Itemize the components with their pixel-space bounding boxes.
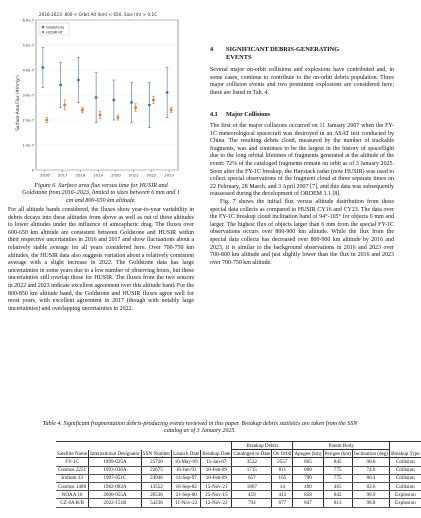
table-cell: 865 bbox=[293, 458, 323, 466]
y-tick-label: 4.0e-7 bbox=[22, 68, 34, 73]
table-header-cell: Inclination (deg) bbox=[353, 450, 389, 457]
table-cell: 794 bbox=[232, 499, 272, 507]
data-point bbox=[77, 79, 80, 82]
table-header-cell: On Orbit bbox=[273, 450, 292, 457]
subsection-number: 4.1 bbox=[210, 111, 218, 118]
table-cell: 24946 bbox=[141, 474, 171, 482]
right-column-body bbox=[210, 123, 394, 267]
table-cell: 2000-055A bbox=[89, 491, 142, 499]
flux-chart bbox=[12, 8, 184, 178]
table-cell: 15-Nov-21 bbox=[201, 482, 232, 490]
data-point bbox=[41, 66, 44, 69]
legend-label: HUSIR Fit bbox=[46, 30, 63, 35]
x-tick-label: 2021 bbox=[128, 172, 139, 178]
x-tick-label: 2018 bbox=[75, 172, 86, 178]
table-cell: 10-May-99 bbox=[172, 458, 201, 466]
table-cell: 775 bbox=[323, 474, 352, 482]
table-cell: FY-1C bbox=[56, 458, 89, 466]
table-cell: 2022-151B bbox=[89, 499, 142, 507]
data-point bbox=[99, 114, 102, 117]
table-cell: 25730 bbox=[141, 458, 171, 466]
legend-marker bbox=[42, 26, 45, 29]
y-tick-label: 3.0e-7 bbox=[22, 93, 34, 98]
data-point bbox=[59, 84, 62, 87]
data-point bbox=[148, 104, 151, 107]
table-cell: 677 bbox=[272, 499, 293, 507]
table-cell: 16-Jun-93 bbox=[172, 466, 201, 474]
data-point bbox=[45, 119, 48, 122]
table-row bbox=[56, 482, 421, 490]
table-header-cell: Apogee (km) bbox=[294, 450, 322, 457]
table-header-cell: Cataloged to Date bbox=[233, 450, 271, 457]
flux-chart-svg bbox=[12, 8, 184, 178]
data-point bbox=[152, 99, 155, 102]
table-cell: Collision bbox=[390, 482, 421, 490]
table-header-cell: Perigee (km) bbox=[324, 450, 351, 457]
table-cell: 465 bbox=[323, 482, 352, 490]
subsection-title: Major Collisions bbox=[226, 111, 271, 118]
y-tick-label: 6.0e-7 bbox=[22, 18, 34, 23]
table-group-spacer bbox=[56, 442, 232, 450]
legend-label: Goldstone bbox=[46, 25, 65, 30]
x-tick-label: 2017 bbox=[57, 172, 68, 178]
table-cell: 16-Sep-82 bbox=[172, 482, 201, 490]
table-cell: 1982-092A bbox=[89, 482, 142, 490]
section-title-line-2: EVENTS bbox=[226, 54, 252, 61]
table-header-cell: Launch Date bbox=[173, 450, 200, 457]
table-cell: Collision bbox=[390, 474, 421, 482]
legend-marker bbox=[42, 31, 45, 34]
table-cell: 842 bbox=[323, 491, 352, 499]
table-row bbox=[56, 499, 421, 507]
y-tick-label: 1.0e-7 bbox=[22, 143, 34, 148]
table-cell: 13552 bbox=[141, 482, 171, 490]
data-point bbox=[166, 91, 169, 94]
data-point bbox=[130, 101, 133, 104]
table-cell: 26536 bbox=[141, 491, 171, 499]
table-header-cell: Breakup Type bbox=[391, 450, 420, 457]
table-header-cell: SSN Number bbox=[142, 450, 171, 457]
table-cell: 14-Sep-97 bbox=[172, 474, 201, 482]
table-cell: 1715 bbox=[232, 466, 272, 474]
table-cell: 10-Feb-09 bbox=[201, 474, 232, 482]
left-paragraph: For all altitude bands considered, the fluxes show year-to-year variability in debris decays into these altitudes from above as well as out of these altitudes to lower altitudes under the influence of atmospheric drag. The fluxes over 600-650 km altitude are consistent between Goldstone and HUSIR within their respective uncertainties in 2016 and 2017 and show fluctuations about a relatively stable average for all years considered here. Over 700-750 km altitudes, the HUSIR data also suggests variation about a relatively consistent average with a slight increase in 2022. The Goldstone data has large uncertainties in some years due to a low number of observing hours, but these uncertainties still overlap those for HUSIR. The fluxes from the two sensors in 2022 and 2023 indicate excellent agreement over this altitude band. For the 800-850 km altitude band, the Goldstone and HUSIR fluxes agree well for most years, with excellent agreement in 2017 (though with notably large uncertainties) and overlapping uncertainties in 2022. bbox=[8, 207, 194, 312]
table-cell: 165 bbox=[272, 474, 293, 482]
table-cell: 847 bbox=[293, 499, 323, 507]
chart-title: 2016-2023: 800 < Orbit Alt (km) < 650, Size (m) > 0.1C bbox=[38, 12, 158, 17]
left-column-body bbox=[8, 207, 194, 313]
table-cell: 14 bbox=[272, 482, 293, 490]
data-point bbox=[134, 106, 137, 109]
table-cell: 1993-036A bbox=[89, 466, 142, 474]
table-cell: 1999-025A bbox=[89, 458, 142, 466]
table-cell: 1807 bbox=[232, 482, 272, 490]
table-cell: 775 bbox=[323, 466, 352, 474]
table-cell: 74.0 bbox=[352, 466, 389, 474]
table-cell: 1997-051C bbox=[89, 474, 142, 482]
collision-paragraph-1: The first of the major collisions occurred on 11 January 2007 when the FY-1C meteorological spacecraft was destroyed in an ASAT test conducted by China. The resulting debris cloud, measured by the number of trackable fragments, was and continues to be the largest in the history of spaceflight due to the long orbital lifetimes of fragments generated at the altitude of the event: 72% of the cataloged fragments remain on orbit as of 3 January 2025. Soon after the FY-1C breakup, the Haystack radar (now HUSIR) was used to collect special observations of the fragment cloud at three separate times on 22 February, 28 March, and 3 April 2007 [7], and this data was subsequently reassessed during the development of ORDEM 3.1 [8]. bbox=[210, 123, 394, 198]
table-cell: 657 bbox=[232, 474, 272, 482]
table-cell: 82.6 bbox=[352, 482, 389, 490]
data-point bbox=[63, 104, 66, 107]
y-tick-label: 2.0e-7 bbox=[22, 118, 34, 123]
section-number: 4 bbox=[210, 46, 214, 53]
table-cell: CZ-6A R/B bbox=[56, 499, 89, 507]
table-cell: 12-Nov-22 bbox=[201, 499, 232, 507]
collision-paragraph-2: Fig. 7 shows the initial flux versus altitude distribution from these special data collects as compared to HUSIR CY16 and CY23. The data over the FY-1C breakup cloud inclination band of 94°-105° for objects 6 mm and larger. The highest flux of objects larger than 6 mm from the special FY-1C observations occurs over 800-900 km altitude. While the flux from the special data collects has decreased over 800-900 km altitude by 2016 and 2023, it is similar to the background observations in 2016 and 2023 over 700-800 km altitude and just slightly lower than the flux in 2016 and 2023 over 700-750 km altitude. bbox=[210, 198, 394, 266]
table-cell: 790 bbox=[293, 474, 323, 482]
x-tick-label: 2020 bbox=[111, 172, 121, 178]
data-point bbox=[95, 96, 98, 99]
table-cell: 10-Feb-09 bbox=[201, 466, 232, 474]
table-cell: 800 bbox=[293, 466, 323, 474]
table-cell: 858 bbox=[293, 491, 323, 499]
data-point bbox=[81, 109, 84, 112]
table-header-cell: Breakup Date bbox=[202, 450, 231, 457]
table-cell: 2557 bbox=[272, 458, 293, 466]
table-cell: Cosmos 1408 bbox=[56, 482, 89, 490]
table-cell: Iridium 33 bbox=[56, 474, 89, 482]
events-table bbox=[56, 441, 421, 508]
table-row bbox=[56, 466, 421, 474]
table-row bbox=[56, 474, 421, 482]
table-cell: 490 bbox=[293, 482, 323, 490]
table-cell: 22675 bbox=[141, 466, 171, 474]
table-cell: 3532 bbox=[232, 458, 272, 466]
table-cell: 54236 bbox=[141, 499, 171, 507]
table-cell: 98.8 bbox=[352, 499, 389, 507]
data-point bbox=[170, 109, 173, 112]
section-title-line-1: SIGNIFICANT DEBRIS-GENERATING bbox=[226, 46, 340, 53]
table-cell: Explosion bbox=[390, 499, 421, 507]
table-cell: 459 bbox=[232, 491, 272, 499]
table-group-header-row bbox=[56, 442, 421, 450]
x-tick-label: 2023 bbox=[164, 172, 174, 178]
table-cell: NOAA 16 bbox=[56, 491, 89, 499]
chart-y-axis-label: Surface Area Flux (#/m²/yr) bbox=[15, 75, 20, 131]
table-cell: 86.4 bbox=[352, 474, 389, 482]
table-cell: 21-Sep-00 bbox=[172, 491, 201, 499]
y-tick-label: 5.0e-7 bbox=[22, 43, 34, 48]
table-cell: 11-Jan-07 bbox=[201, 458, 232, 466]
table-group-breakup: Breakup Debris bbox=[232, 442, 293, 450]
table-cell: Collision bbox=[390, 458, 421, 466]
x-tick-label: 2019 bbox=[93, 172, 103, 178]
table-cell: Explosion bbox=[390, 491, 421, 499]
figure-caption: Figure 6. Surface area flux versus time for HUSIR and Goldstone from 2016–2023, limited to sizes between 6 mm and 1 cm and 800-650 km altitude. bbox=[22, 183, 180, 204]
table-cell: 845 bbox=[323, 458, 352, 466]
table-cell: 11-Nov-22 bbox=[172, 499, 201, 507]
table-row bbox=[56, 458, 421, 466]
data-point bbox=[112, 99, 115, 102]
x-tick-label: 2016 bbox=[40, 172, 50, 178]
x-tick-label: 2022 bbox=[146, 172, 157, 178]
section-intro-paragraph: Several major on-orbit collisions and explosions have contributed and, in some cases, continue to contribute to the on-orbit debris population. Three major collision events and two prominent explosions are considered here; these are listed in Tab. 4. bbox=[210, 67, 394, 96]
table-cell: 98.6 bbox=[352, 458, 389, 466]
table-cell: 813 bbox=[323, 499, 352, 507]
section-heading bbox=[210, 46, 394, 62]
table-cell: 811 bbox=[272, 466, 293, 474]
table-cell: Cosmos 2251 bbox=[56, 466, 89, 474]
table-header-cell: Satellite Name bbox=[57, 450, 88, 457]
table-cell: 98.9 bbox=[352, 491, 389, 499]
table-group-parent: Parent Body bbox=[293, 442, 390, 450]
table-row bbox=[56, 491, 421, 499]
table-header-row bbox=[56, 450, 421, 458]
table-cell: 25-Nov-15 bbox=[201, 491, 232, 499]
subsection-heading bbox=[210, 111, 394, 119]
table-header-cell: International Designator bbox=[90, 450, 140, 457]
table-cell: Collision bbox=[390, 466, 421, 474]
table-group-spacer bbox=[390, 442, 421, 450]
y-tick-label: 0 bbox=[31, 168, 34, 173]
table-cell: 413 bbox=[272, 491, 293, 499]
table-caption: Table 4. Significant fragmentation debris-producing events reviewed in this paper. Breakup debris statistics are taken from the SSN catalog as of 3 January 2025. bbox=[42, 421, 358, 435]
data-point bbox=[116, 116, 119, 119]
